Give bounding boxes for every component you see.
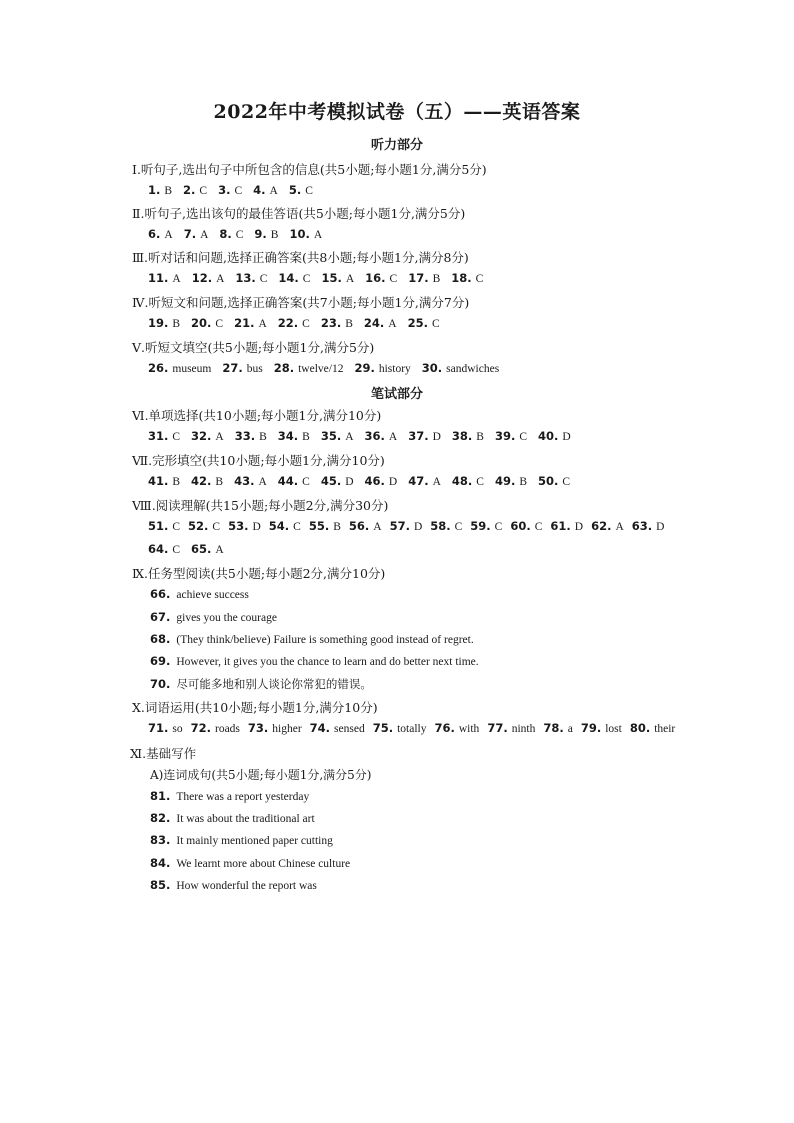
answer-item	[289, 227, 322, 241]
answer-value: A	[388, 431, 398, 443]
answer-value: museum	[172, 363, 212, 375]
answer-value: C	[234, 185, 243, 197]
question-number: 40.	[537, 429, 559, 443]
section-1-heading: Ⅰ.听句子,选出句子中所包含的信息(共5小题;每小题1分,满分5分)	[132, 162, 487, 177]
question-number: 62.	[591, 519, 612, 533]
question-number: 18.	[451, 271, 472, 285]
answer-item	[234, 316, 267, 330]
answer-item	[148, 519, 180, 533]
question-number: 60.	[510, 519, 531, 533]
answer-item	[373, 721, 427, 735]
question-number: 79.	[580, 721, 602, 735]
question-number: 9.	[254, 227, 267, 241]
question-number: 55.	[308, 519, 330, 533]
answer-item	[452, 474, 484, 488]
answer-item	[278, 474, 310, 488]
section-4-answers	[148, 316, 451, 330]
answer-value: ninth	[511, 723, 536, 735]
answer-item	[452, 429, 484, 443]
question-number: 14.	[278, 271, 299, 285]
answer-item	[274, 361, 344, 375]
answer-value: C	[215, 318, 224, 330]
answer-item	[365, 429, 398, 443]
answer-item	[408, 474, 441, 488]
question-number: 21.	[234, 316, 255, 330]
answer-value: A	[258, 318, 267, 330]
answer-value: roads	[214, 723, 240, 735]
question-number: 12.	[191, 271, 213, 285]
question-number: 28.	[273, 361, 295, 375]
answer-value: bus	[246, 363, 263, 375]
answer-value: B	[270, 229, 279, 241]
question-number: 80.	[629, 721, 651, 735]
answer-item	[365, 474, 398, 488]
answer-value: A	[373, 521, 382, 533]
question-number: 33.	[234, 429, 256, 443]
question-number: 3.	[218, 183, 231, 197]
answer-value: B	[259, 431, 267, 443]
question-number: 1.	[148, 183, 161, 197]
answer-value: D	[345, 476, 354, 488]
question-number: 26.	[148, 361, 169, 375]
section-3-heading: Ⅲ.听对话和问题,选择正确答案(共8小题;每小题1分,满分8分)	[132, 250, 469, 265]
answer-item	[451, 271, 483, 285]
section-10-answers	[148, 721, 683, 735]
answer-item	[434, 721, 479, 735]
question-number: 50.	[537, 474, 559, 488]
answer-line: 83. It mainly mentioned paper cutting	[150, 833, 333, 847]
answer-value: D	[574, 521, 584, 533]
question-number: 57.	[389, 519, 410, 533]
question-number: 45.	[320, 474, 342, 488]
question-number: 34.	[277, 429, 299, 443]
answer-item	[321, 316, 353, 330]
answer-value: A	[269, 185, 278, 197]
answer-value: C	[431, 318, 440, 330]
answer-value: C	[562, 476, 571, 488]
answer-item	[354, 361, 410, 375]
answer-value: C	[476, 476, 484, 488]
answer-line: 85. How wonderful the report was	[150, 878, 317, 892]
question-number: 6.	[148, 227, 161, 241]
question-number: 5.	[288, 183, 302, 197]
question-number: 73.	[247, 721, 269, 735]
question-number: 16.	[365, 271, 386, 285]
answer-item	[365, 271, 397, 285]
answer-item	[184, 227, 209, 241]
answer-item	[289, 183, 313, 197]
answer-value: A	[345, 431, 354, 443]
answer-value: C	[475, 273, 484, 285]
answer-value: A	[313, 229, 323, 241]
question-number: 53.	[228, 519, 249, 533]
answer-item	[248, 721, 302, 735]
question-number: 11.	[148, 271, 169, 285]
answer-value: C	[494, 521, 503, 533]
answer-item	[408, 271, 440, 285]
answer-item	[218, 183, 242, 197]
answer-item	[183, 183, 207, 197]
answer-item	[422, 361, 499, 375]
answer-value: C	[212, 521, 221, 533]
answer-value: sensed	[334, 723, 365, 735]
question-number: 51.	[148, 519, 169, 533]
question-number: 20.	[191, 316, 212, 330]
answer-item	[538, 429, 571, 443]
answer-line: 81. There was a report yesterday	[150, 789, 310, 803]
question-number: 27.	[222, 361, 243, 375]
section-4-heading: Ⅳ.听短文和问题,选择正确答案(共7小题;每小题1分,满分7分)	[132, 295, 470, 310]
question-number: 64.	[148, 542, 169, 556]
answer-value: A	[200, 229, 209, 241]
question-number: 39.	[494, 429, 516, 443]
answer-line: 67. gives you the courage	[150, 610, 277, 624]
section-8-heading: Ⅷ.阅读理解(共15小题;每小题2分,满分30分)	[132, 498, 389, 513]
answer-value: A	[345, 273, 355, 285]
question-number: 8.	[219, 227, 232, 241]
answer-item	[495, 474, 527, 488]
section-5-heading: Ⅴ.听短文填空(共5小题;每小题1分,满分5分)	[132, 340, 375, 355]
question-number: 7.	[183, 227, 197, 241]
answer-value: B	[172, 476, 181, 488]
question-number: 10.	[289, 227, 310, 241]
answer-item	[254, 227, 278, 241]
question-number: 75.	[372, 721, 394, 735]
answer-item	[321, 271, 354, 285]
answer-value: a	[567, 723, 573, 735]
question-number: 35.	[320, 429, 342, 443]
answer-value: D	[656, 521, 665, 533]
answer-value: B	[302, 431, 310, 443]
answer-value: C	[293, 521, 301, 533]
answer-value: B	[172, 318, 181, 330]
answer-value: C	[172, 544, 181, 556]
answer-value: their	[654, 723, 676, 735]
answer-item	[191, 542, 224, 556]
answer-value: A	[615, 521, 624, 533]
answer-item	[349, 519, 382, 533]
section-5-answers	[148, 361, 510, 375]
answer-value: A	[215, 544, 224, 556]
question-number: 41.	[148, 474, 169, 488]
page-title: 2022年中考模拟试卷（五）——英语答案	[213, 101, 581, 123]
section-2-heading: Ⅱ.听句子,选出该句的最佳答语(共5小题;每小题1分,满分5分)	[132, 206, 466, 221]
answer-value: sandwiches	[446, 363, 500, 375]
answer-item	[310, 721, 365, 735]
answer-value: A	[388, 318, 397, 330]
question-number: 4.	[253, 183, 266, 197]
answer-item	[148, 227, 173, 241]
answer-line: 70. 尽可能多地和别人谈论你常犯的错误。	[150, 677, 372, 691]
question-number: 29.	[354, 361, 375, 375]
answer-item	[495, 429, 527, 443]
answer-line: 66. achieve success	[150, 587, 249, 601]
section-2-answers	[148, 227, 333, 241]
answer-item	[228, 519, 261, 533]
answer-item	[321, 474, 354, 488]
answer-value: A	[432, 476, 441, 488]
answer-item	[632, 519, 665, 533]
question-number: 38.	[451, 429, 473, 443]
answer-line: 69. However, it gives you the chance to learn and do better next time.	[150, 654, 479, 668]
answer-value: history	[378, 363, 411, 375]
listening-part-title: 听力部分	[370, 138, 423, 153]
answer-value: with	[458, 723, 480, 735]
question-number: 58.	[430, 519, 451, 533]
answer-item	[235, 271, 267, 285]
question-number: 17.	[408, 271, 429, 285]
question-number: 61.	[550, 519, 571, 533]
question-number: 78.	[543, 721, 564, 735]
answer-item	[309, 519, 341, 533]
answer-value: D	[388, 476, 398, 488]
answer-value: D	[252, 521, 261, 533]
question-number: 59.	[470, 519, 491, 533]
question-number: 74.	[309, 721, 331, 735]
answer-item	[148, 429, 180, 443]
answer-value: higher	[272, 723, 302, 735]
answer-item	[235, 429, 267, 443]
question-number: 63.	[631, 519, 653, 533]
answer-item	[408, 316, 440, 330]
question-number: 65.	[191, 542, 212, 556]
section-7-heading: Ⅶ.完形填空(共10小题;每小题1分,满分10分)	[132, 453, 385, 468]
question-number: 2.	[183, 183, 196, 197]
question-number: 24.	[363, 316, 385, 330]
question-number: 52.	[188, 519, 209, 533]
answer-item	[148, 474, 180, 488]
question-number: 54.	[268, 519, 290, 533]
answer-item	[278, 271, 310, 285]
answer-item	[538, 474, 570, 488]
answer-line: 84. We learnt more about Chinese culture	[150, 856, 351, 870]
answer-value: C	[199, 185, 208, 197]
section-6-answers	[148, 429, 582, 443]
answer-item	[192, 271, 225, 285]
answer-item	[222, 361, 262, 375]
answer-value: totally	[397, 723, 427, 735]
answer-value: C	[235, 229, 244, 241]
answer-item	[191, 429, 224, 443]
answer-value: lost	[605, 723, 622, 735]
answer-value: A	[164, 229, 173, 241]
question-number: 46.	[364, 474, 385, 488]
section-1-answers	[148, 183, 324, 197]
question-number: 15.	[321, 271, 342, 285]
answer-value: A	[258, 476, 267, 488]
answer-value: C	[259, 273, 268, 285]
answer-item	[591, 519, 624, 533]
answer-value: D	[562, 431, 571, 443]
question-number: 31.	[148, 429, 169, 443]
section-7-answers	[148, 474, 581, 488]
answer-item	[390, 519, 423, 533]
section-8-answers	[148, 519, 672, 533]
question-number: 48.	[451, 474, 473, 488]
section-11-heading: Ⅺ.基础写作	[130, 746, 197, 761]
section-9-heading: Ⅸ.任务型阅读(共5小题;每小题2分,满分10分)	[132, 566, 386, 581]
question-number: 19.	[148, 316, 169, 330]
question-number: 76.	[434, 721, 455, 735]
answer-value: A	[172, 273, 181, 285]
answer-item	[148, 542, 180, 556]
answer-item	[543, 721, 572, 735]
answer-item	[510, 519, 542, 533]
question-number: 44.	[277, 474, 299, 488]
question-number: 13.	[235, 271, 256, 285]
answer-value: A	[215, 431, 224, 443]
answer-item	[148, 183, 172, 197]
answer-value: C	[519, 431, 527, 443]
answer-item	[630, 721, 675, 735]
question-number: 22.	[277, 316, 299, 330]
answer-value: C	[305, 185, 313, 197]
answer-value: C	[454, 521, 463, 533]
question-number: 36.	[364, 429, 385, 443]
section-10-heading: Ⅹ.词语运用(共10小题;每小题1分,满分10分)	[132, 700, 378, 715]
question-number: 71.	[148, 721, 169, 735]
answer-value: C	[302, 318, 310, 330]
answer-value: D	[413, 521, 423, 533]
answer-item	[470, 519, 502, 533]
answer-line: 82. It was about the traditional art	[150, 811, 315, 825]
answer-value: so	[172, 723, 183, 735]
answer-item	[191, 474, 223, 488]
section-6-heading: Ⅵ.单项选择(共10小题;每小题1分,满分10分)	[132, 408, 382, 423]
question-number: 23.	[320, 316, 342, 330]
answer-item	[148, 316, 180, 330]
answer-item	[364, 316, 397, 330]
question-number: 25.	[407, 316, 428, 330]
answer-item	[278, 429, 310, 443]
question-number: 42.	[191, 474, 212, 488]
answer-item	[487, 721, 535, 735]
question-number: 37.	[408, 429, 429, 443]
answer-value: A	[216, 273, 225, 285]
question-number: 72.	[190, 721, 211, 735]
answer-value: B	[345, 318, 353, 330]
question-number: 47.	[408, 474, 429, 488]
answer-item	[234, 474, 267, 488]
answer-value: C	[389, 273, 398, 285]
writing-part-title: 笔试部分	[370, 387, 423, 402]
question-number: 56.	[348, 519, 370, 533]
answer-item	[581, 721, 622, 735]
answer-value: C	[302, 476, 310, 488]
answer-value: B	[519, 476, 527, 488]
section-8-answers-continued	[148, 542, 235, 556]
answer-item	[430, 519, 462, 533]
question-number: 30.	[421, 361, 443, 375]
answer-value: B	[333, 521, 341, 533]
answer-item	[191, 721, 240, 735]
answer-item	[219, 227, 243, 241]
question-number: 32.	[191, 429, 212, 443]
answer-value: B	[164, 185, 173, 197]
answer-item	[148, 361, 211, 375]
answer-item	[253, 183, 278, 197]
answer-item	[408, 429, 441, 443]
answer-item	[188, 519, 220, 533]
answer-item	[321, 429, 354, 443]
answer-value: B	[215, 476, 224, 488]
question-number: 49.	[494, 474, 516, 488]
answer-item	[550, 519, 583, 533]
answer-value: D	[432, 431, 441, 443]
question-number: 77.	[487, 721, 508, 735]
answer-value: C	[534, 521, 543, 533]
answer-value: B	[432, 273, 441, 285]
answer-item	[148, 271, 181, 285]
answer-line: 68. (They think/believe) Failure is something good instead of regret.	[150, 632, 474, 646]
answer-value: B	[476, 431, 484, 443]
answer-value: C	[302, 273, 311, 285]
answer-value: twelve/12	[298, 363, 344, 375]
section-11-subheading: A)连词成句(共5小题;每小题1分,满分5分)	[150, 768, 372, 782]
answer-item	[269, 519, 301, 533]
answer-item	[278, 316, 310, 330]
section-3-answers	[148, 271, 494, 285]
answer-item	[191, 316, 223, 330]
answer-value: C	[172, 431, 181, 443]
answer-item	[148, 721, 183, 735]
question-number: 43.	[234, 474, 255, 488]
answer-value: C	[172, 521, 181, 533]
